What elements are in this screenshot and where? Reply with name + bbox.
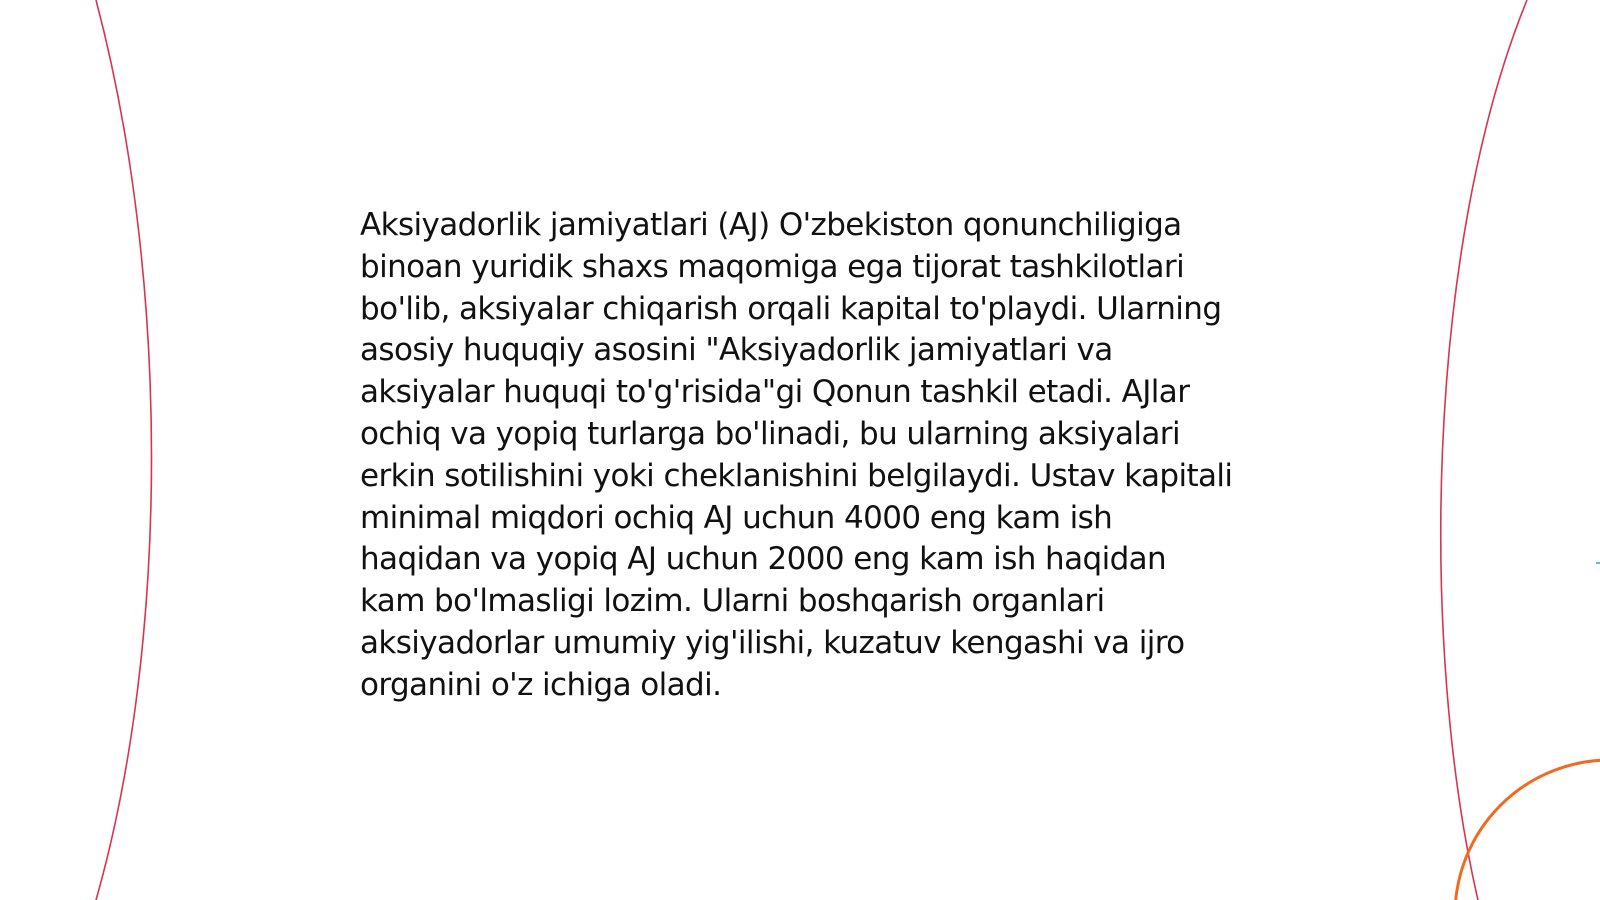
right-arc-line [1441, 0, 1527, 900]
left-arc-line [96, 0, 152, 900]
slide-body-text: Aksiyadorlik jamiyatlari (AJ) O'zbekiston qonunchiligiga binoan yuridik shaxs maqomiga ega tijorat tashkilotlari bo'lib, aksiyalar chiqarish orqali kapital to'playdi. Ularning asosiy huquqiy asosini "Aksiyadorlik jamiyatlari va aksiyalar huquqi to'g'risida"gi Qonun tashkil etadi. AJlar ochiq va yopiq turlarga bo'linadi, bu ularning aksiyalari erkin sotilishini yoki cheklanishini belgilaydi. Ustav kapitali minimal miqdori ochiq AJ uchun 4000 eng kam ish haqidan va yopiq AJ uchun 2000 eng kam ish haqidan kam bo'lmasligi lozim. Ularni boshqarish organlari aksiyadorlar umumiy yig'ilishi, kuzatuv kengashi va ijro organini o'z ichiga oladi. [360, 207, 1233, 703]
corner-circle [1455, 760, 1600, 900]
